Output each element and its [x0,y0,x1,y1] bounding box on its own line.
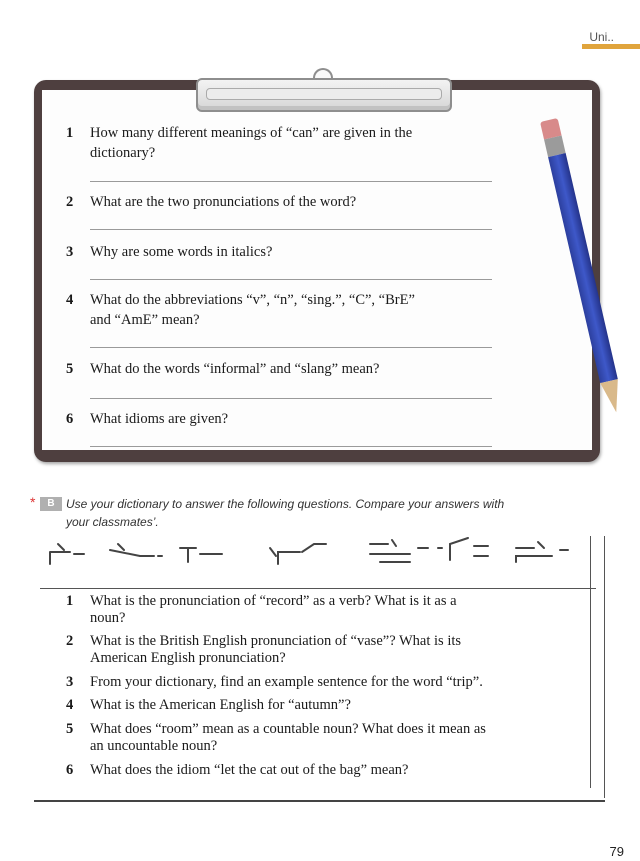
question-number: 1 [66,125,74,141]
question-number: 5 [66,721,74,737]
stress-mark-icon [110,544,162,556]
instruction-line: Use your dictionary to answer the following questions. Compare your answers with [66,497,505,511]
question-text: What does the idiom “let the cat out of the bag” mean? [90,762,409,778]
answer-line[interactable] [90,398,492,399]
answer-line[interactable] [90,446,492,447]
clipboard-question-5 [66,360,496,380]
clipboard-question-4 [66,291,506,331]
question-number: 6 [66,411,74,427]
question-number: 3 [66,244,74,260]
question-number: 1 [66,593,74,609]
clipboard-question-1 [66,124,496,164]
instruction-line: your classmates’. [66,515,159,529]
clipboard-question-2 [66,193,496,213]
frame-right-line [604,536,605,798]
question-number: 4 [66,292,74,308]
unit-accent-bar [582,44,640,49]
question-number: 2 [66,633,74,649]
question-number: 6 [66,762,74,778]
question-text: and “AmE” mean? [90,312,200,328]
question-number: 2 [66,194,74,210]
stress-mark-icon [180,548,222,562]
answer-line[interactable] [90,181,492,182]
unit-label: Uni.. [589,30,614,44]
question-text: What is the pronunciation of “record” as a verb? What is it as a [90,593,457,609]
stress-mark-icon [50,544,84,564]
pronunciation-marks-icon [40,526,590,570]
question-text: What idioms are given? [90,411,229,427]
frame-top-line [40,588,596,589]
clipboard-question-3 [66,243,496,263]
question-text: Why are some words in italics? [90,244,273,260]
question-number: 5 [66,361,74,377]
stress-mark-icon [370,540,428,562]
page-number: 79 [609,844,624,859]
frame-bottom-line [34,800,605,802]
question-text: What is the British English pronunciation of “vase”? What is its [90,633,462,649]
stress-mark-icon [270,544,326,564]
answer-line[interactable] [90,347,492,348]
clipboard-clip [196,78,452,112]
pencil-tip [600,379,625,414]
star-icon: * [30,494,36,510]
question-text: What does “room” mean as a countable noun? What does it mean as [90,721,486,737]
section-badge: B [40,497,62,511]
question-text: What are the two pronunciations of the word? [90,194,357,210]
stress-mark-icon [516,542,568,562]
stress-mark-icon [438,538,488,560]
question-text: From your dictionary, find an example sentence for the word “trip”. [90,674,483,690]
question-text: American English pronunciation? [90,650,286,666]
question-text: noun? [90,610,126,626]
question-text: How many different meanings of “can” are given in the [90,125,413,141]
question-text: What do the abbreviations “v”, “n”, “sing.”, “C”, “BrE” [90,292,415,308]
question-number: 4 [66,697,74,713]
question-text: What do the words “informal” and “slang” mean? [90,361,380,377]
clipboard-question-6 [66,410,496,430]
answer-line[interactable] [90,229,492,230]
frame-right-line [590,536,591,788]
question-text: What is the American English for “autumn”? [90,697,351,713]
question-text: an uncountable noun? [90,738,218,754]
question-number: 3 [66,674,74,690]
question-text: dictionary? [90,145,156,161]
answer-line[interactable] [90,279,492,280]
